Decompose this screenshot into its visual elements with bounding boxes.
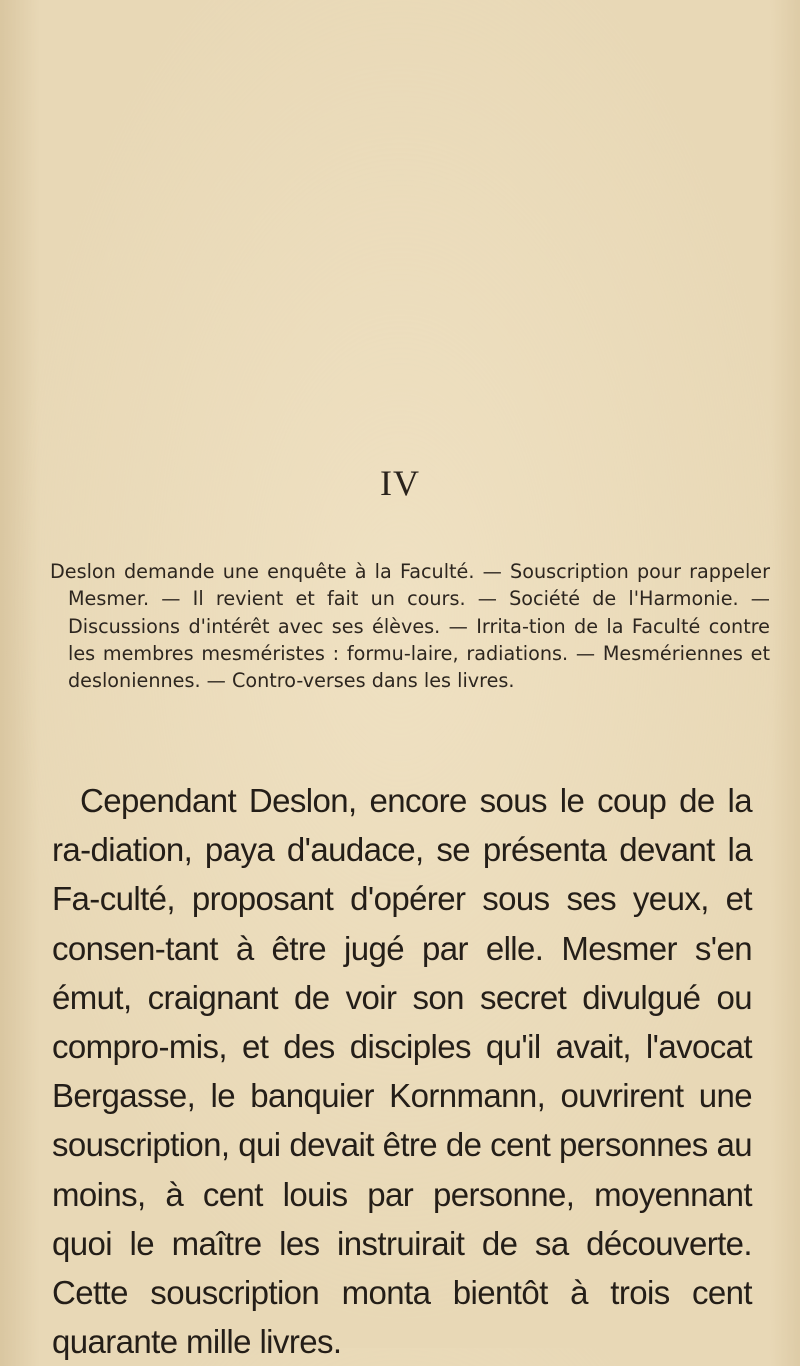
chapter-summary: Deslon demande une enquête à la Faculté. — Souscription pour rappeler Mesmer. — Il revient et fait un cours. — Société de l'Harmonie. — Discussions d'intérêt avec ses élèves. — Irrita-tion de la Faculté contre les membres mesméristes : formu-laire, radiations. — Mesmériennes et desloniennes. — Contro-verses dans les livres. (50, 560, 770, 693)
chapter-number: IV (380, 463, 420, 503)
body-paragraph: Cependant Deslon, encore sous le coup de la ra-diation, paya d'audace, se présenta devant la Fa-culté, proposant d'opérer sous ses yeux, et consen-tant à être jugé par elle. Mesmer s'en émut, craignant de voir son secret divulgué ou compro-mis, et des disciples qu'il avait, l'avocat Bergasse, le banquier Kornmann, ouvrirent une souscription, qui devait être de cent personnes au moins, à cent louis par personne, moyennant quoi le maître les instruirait de sa découverte. Cette souscription monta bientôt à trois cent quarante mille livres. (52, 782, 752, 1361)
